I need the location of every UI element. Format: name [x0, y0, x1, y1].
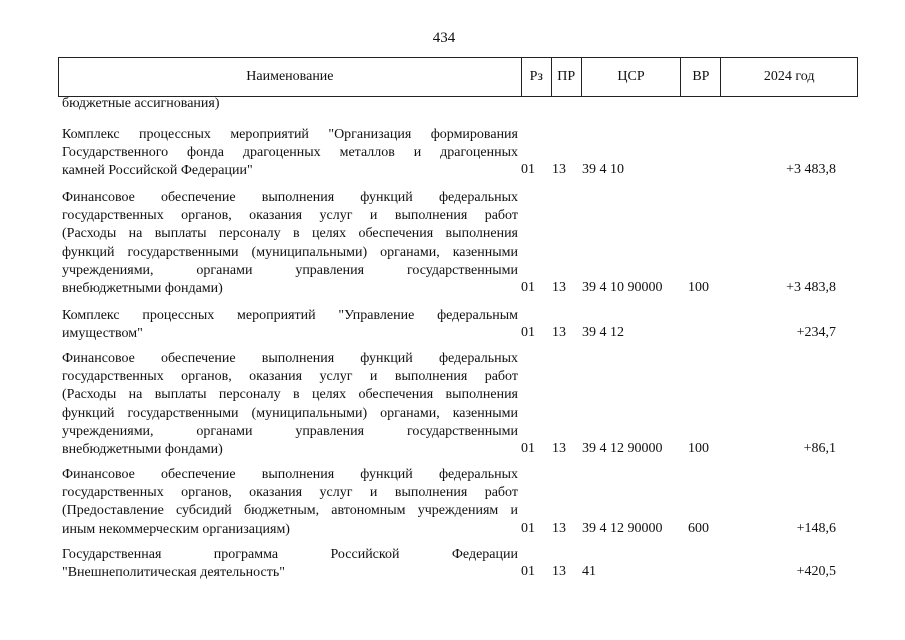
row-name-line: учреждениями, органами управления государственными: [62, 262, 518, 278]
row-name-line: камней Российской Федерации": [62, 163, 253, 179]
row-name: [62, 350, 518, 459]
row-name: [62, 126, 518, 181]
row-amount: +86,1: [803, 441, 836, 456]
row-csr: 39 4 12 90000: [582, 520, 663, 536]
row-name-line: функций государственными (муниципальными) органами, казенными: [62, 244, 518, 260]
row-amount: +420,5: [796, 564, 836, 580]
row-csr: 39 4 12 90000: [582, 441, 663, 456]
row-name-line: государственных органов, оказания услуг и выполнения работ: [62, 208, 518, 224]
row-amount: +148,6: [796, 520, 836, 536]
row-pr: 13: [552, 441, 566, 456]
row-amount: +3 483,8: [786, 280, 836, 295]
row-name-line: учреждениями, органами управления государственными: [62, 423, 518, 439]
row-name-line: государственных органов, оказания услуг и выполнения работ: [62, 369, 518, 385]
row-rz: 01: [521, 564, 535, 580]
row-name-line: (Расходы на выплаты персоналу в целях обеспечения выполнения: [62, 387, 518, 403]
row-name-line: Государственного фонда драгоценных металлов и драгоценных: [62, 145, 518, 161]
row-name-line: Комплекс процессных мероприятий "Управление федеральным: [62, 308, 518, 323]
row-name-line: внебюджетными фондами): [62, 442, 223, 458]
row-csr: 41: [582, 564, 596, 580]
row-csr: 39 4 10 90000: [582, 280, 663, 295]
row-amount: +234,7: [796, 325, 836, 341]
row-name: [62, 546, 518, 582]
header-name: Наименование: [246, 69, 334, 84]
row-pr: 13: [552, 162, 566, 178]
row-rz: 01: [521, 520, 535, 536]
row-vr: 600: [688, 520, 709, 536]
row-name-line: "Внешнеполитическая деятельность": [62, 565, 285, 581]
header-year: 2024 год: [720, 58, 857, 96]
row-name-line: иным некоммерческим организациям): [62, 521, 290, 537]
row-rz: 01: [521, 162, 535, 178]
header-rz: Рз: [521, 58, 551, 96]
header-csr: ЦСР: [581, 58, 681, 96]
row-name-line: государственных органов, оказания услуг и выполнения работ: [62, 485, 518, 501]
row-csr: 39 4 10: [582, 162, 624, 178]
row-rz: 01: [521, 325, 535, 341]
row-rz: 01: [521, 280, 535, 295]
row-name-line: бюджетные ассигнования): [62, 96, 220, 111]
row-rz: 01: [521, 441, 535, 456]
row-name-line: Финансовое обеспечение выполнения функций федеральных: [62, 190, 518, 205]
row-name: [62, 466, 518, 539]
row-vr: 100: [688, 441, 709, 456]
row-pr: 13: [552, 564, 566, 580]
row-name: [62, 95, 518, 113]
row-pr: 13: [552, 280, 566, 295]
row-name-line: внебюджетными фондами): [62, 281, 223, 297]
row-name-line: Финансовое обеспечение выполнения функций федеральных: [62, 351, 518, 366]
row-name-line: Комплекс процессных мероприятий "Организация формирования: [62, 127, 518, 142]
table-header: [58, 57, 858, 97]
row-pr: 13: [552, 520, 566, 536]
row-name: [62, 307, 518, 343]
row-amount: +3 483,8: [786, 162, 836, 178]
header-pr: ПР: [551, 58, 581, 96]
row-vr: 100: [688, 280, 709, 295]
row-name-line: (Предоставление субсидий бюджетным, автономным учреждениям и: [62, 503, 518, 519]
row-csr: 39 4 12: [582, 325, 624, 341]
row-name-line: Финансовое обеспечение выполнения функций федеральных: [62, 467, 518, 482]
row-name-line: функций государственными (муниципальными) органами, казенными: [62, 405, 518, 421]
page-number: 434: [432, 30, 456, 46]
row-name-line: имуществом": [62, 326, 143, 342]
header-vr: ВР: [680, 58, 720, 96]
row-pr: 13: [552, 325, 566, 341]
row-name: [62, 189, 518, 298]
row-name-line: Государственная программа Российской Федерации: [62, 547, 518, 562]
row-name-line: (Расходы на выплаты персоналу в целях обеспечения выполнения: [62, 226, 518, 242]
